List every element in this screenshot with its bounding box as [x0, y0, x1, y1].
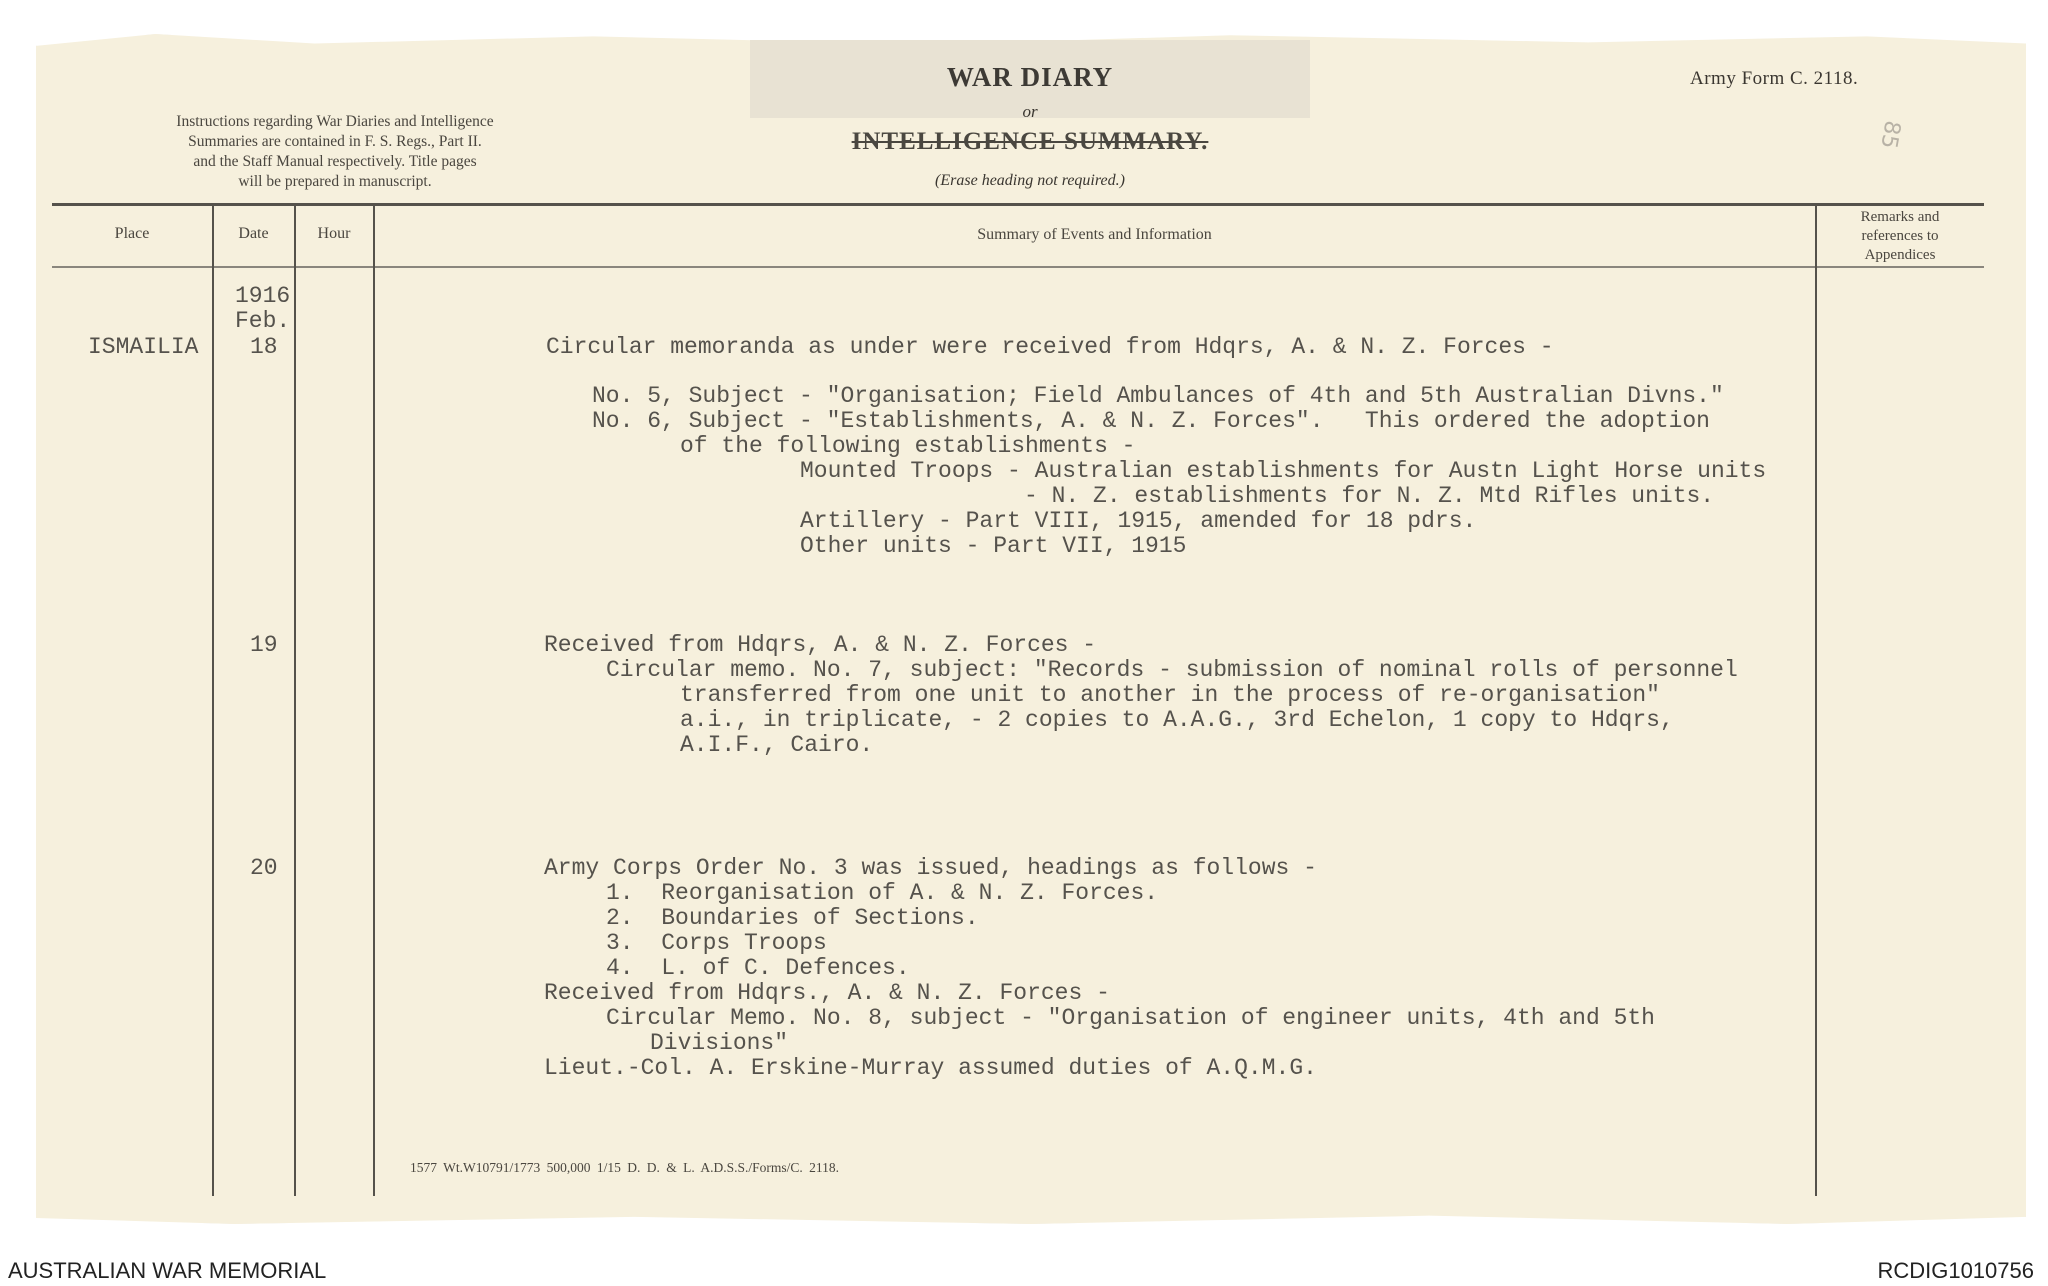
entry-18-line: Mounted Troops - Australian establishments for Austn Light Horse units — [800, 458, 1767, 484]
archive-id: RCDIG1010756 — [1877, 1258, 2034, 1283]
entry-18-line: of the following establishments - — [680, 433, 1136, 459]
instructions-text — [100, 112, 570, 192]
entry-18-line: No. 6, Subject - "Establishments, A. & N. Z. Forces". This ordered the adoption — [592, 408, 1710, 434]
form-intelligence-heading: INTELLIGENCE SUMMARY. — [851, 128, 1209, 155]
col-divider-place — [212, 206, 214, 1196]
entry-20-line: Circular Memo. No. 8, subject - "Organisation of engineer units, 4th and 5th — [606, 1005, 1655, 1031]
entry-20-line: 3. Corps Troops — [606, 930, 827, 956]
entry-19-line: transferred from one unit to another in the process of re-organisation" — [680, 682, 1660, 708]
entry-19-line: A.I.F., Cairo. — [680, 732, 874, 758]
instructions-line: and the Staff Manual respectively. Title pages — [193, 153, 477, 170]
column-header-summary: Summary of Events and Information — [977, 226, 1212, 243]
column-header-hour: Hour — [317, 225, 351, 242]
entry-20-line: Received from Hdqrs., A. & N. Z. Forces - — [544, 980, 1110, 1006]
print-code: 1577 Wt.W10791/1773 500,000 1/15 D. D. & L. A.D.S.S./Forms/C. 2118. — [410, 1160, 840, 1175]
entry-20-line: Lieut.-Col. A. Erskine-Murray assumed duties of A.Q.M.G. — [544, 1055, 1317, 1081]
entry-20-line: 4. L. of C. Defences. — [606, 955, 910, 981]
col-divider-date — [294, 206, 296, 1196]
entry-place: ISMAILIA — [88, 334, 199, 360]
entry-20-line: Army Corps Order No. 3 was issued, headings as follows - — [544, 855, 1317, 881]
entry-year: 1916 — [235, 283, 291, 309]
document-page — [36, 34, 2026, 1224]
entry-day-20: 20 — [250, 855, 278, 881]
form-number: Army Form C. 2118. — [1690, 68, 1859, 89]
entry-18-line: No. 5, Subject - "Organisation; Field Ambulances of 4th and 5th Australian Divns." — [592, 383, 1724, 409]
column-header-date: Date — [238, 225, 269, 242]
remarks-line: references to — [1861, 228, 1939, 244]
header-bottom-rule — [52, 266, 1984, 268]
col-divider-summary — [1815, 206, 1817, 1196]
remarks-line: Appendices — [1864, 247, 1936, 263]
instructions-line: Summaries are contained in F. S. Regs., Part II. — [188, 133, 482, 150]
column-header-remarks — [1816, 208, 1984, 265]
entry-18-line: Circular memoranda as under were received from Hdqrs, A. & N. Z. Forces - — [546, 334, 1554, 360]
entry-20-line: Divisions" — [650, 1030, 789, 1056]
column-header-place: Place — [114, 225, 150, 242]
entry-20-line: 2. Boundaries of Sections. — [606, 905, 979, 931]
pencil-page-mark: 85 — [1875, 118, 1905, 151]
table-top-rule — [52, 203, 1984, 206]
archive-caption: AUSTRALIAN WAR MEMORIAL — [8, 1258, 327, 1283]
entry-day-19: 19 — [250, 632, 278, 658]
entry-19-line: Received from Hdqrs, A. & N. Z. Forces - — [544, 632, 1097, 658]
entry-20-line: 1. Reorganisation of A. & N. Z. Forces. — [606, 880, 1159, 906]
remarks-line: Remarks and — [1860, 209, 1940, 225]
instructions-line: Instructions regarding War Diaries and Intelligence — [176, 113, 494, 130]
form-or: or — [1022, 102, 1038, 121]
entry-19-line: Circular memo. No. 7, subject: "Records - submission of nominal rolls of personnel — [606, 657, 1738, 683]
entry-18-line: Artillery - Part VIII, 1915, amended for 18 pdrs. — [800, 508, 1477, 534]
col-divider-hour — [373, 206, 375, 1196]
instructions-line: will be prepared in manuscript. — [238, 173, 432, 190]
entry-19-line: a.i., in triplicate, - 2 copies to A.A.G., 3rd Echelon, 1 copy to Hdqrs, — [680, 707, 1674, 733]
form-title: WAR DIARY — [946, 62, 1114, 92]
entry-month: Feb. — [235, 308, 291, 334]
entry-18-line: - N. Z. establishments for N. Z. Mtd Rifles units. — [1024, 483, 1715, 509]
erase-note: (Erase heading not required.) — [935, 172, 1125, 189]
entry-18-line: Other units - Part VII, 1915 — [800, 533, 1187, 559]
entry-day-18: 18 — [250, 334, 278, 360]
